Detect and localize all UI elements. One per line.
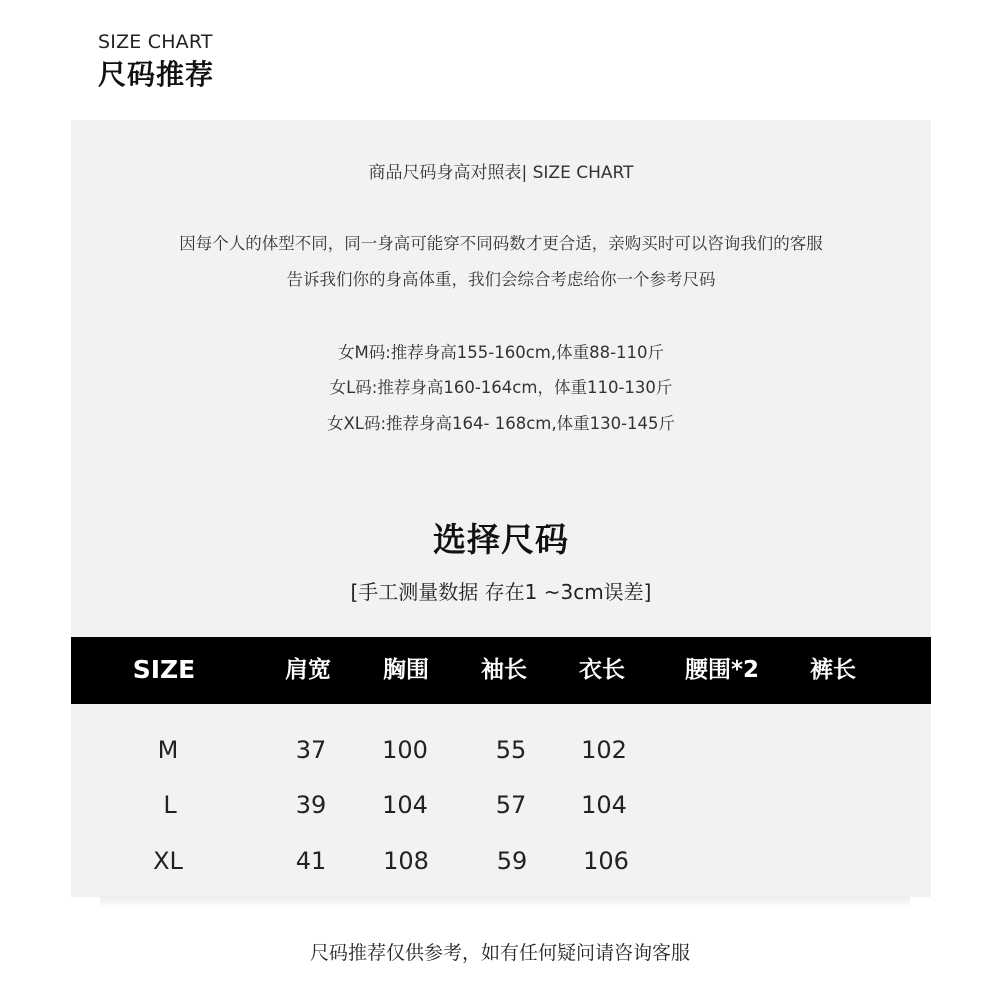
size-chart-title-en: SIZE CHART [98,31,213,53]
header-shoulder: 肩宽 [285,657,331,683]
header-chest: 胸围 [383,657,429,683]
recommendation-xl: 女XL码:推荐身高164- 168cm,体重130-145斤 [326,414,676,433]
cell-sleeve: 57 [495,791,527,819]
cell-chest: 100 [382,736,428,764]
cell-chest: 104 [382,791,428,819]
panel-shadow [100,896,910,908]
recommendation-m: 女M码:推荐身高155-160cm,体重88-110斤 [337,343,665,362]
intro-line-1: 因每个人的体型不同，同一身高可能穿不同码数才更合适，亲购买时可以咨询我们的客服 [179,234,823,253]
table-row [71,780,931,830]
footer-note: 尺码推荐仅供参考，如有任何疑问请咨询客服 [309,942,690,964]
header-length: 衣长 [579,657,625,683]
measurement-note: [手工测量数据 存在1 ~3cm误差] [350,580,652,604]
cell-size: L [163,791,177,819]
recommendation-l: 女L码:推荐身高160-164cm，体重110-130斤 [329,378,673,397]
cell-chest: 108 [383,847,429,875]
cell-sleeve: 55 [495,736,527,764]
size-table-header [71,637,931,704]
header-size: SIZE [132,655,196,684]
table-row [71,836,931,886]
size-chart-title-cn: 尺码推荐 [98,58,215,91]
intro-line-2: 告诉我们你的身高体重，我们会综合考虑给你一个参考尺码 [286,270,716,289]
panel-title: 商品尺码身高对照表| SIZE CHART [368,163,634,183]
cell-sleeve: 59 [496,847,528,875]
cell-length: 104 [581,791,627,819]
cell-length: 106 [583,847,629,875]
table-row [71,725,931,775]
header-waist: 腰围*2 [684,657,760,683]
select-size-heading: 选择尺码 [433,520,569,559]
cell-shoulder: 39 [295,791,327,819]
cell-size: M [157,736,179,764]
cell-shoulder: 37 [295,736,327,764]
cell-size: XL [153,847,183,875]
cell-shoulder: 41 [295,847,327,875]
header-pants-length: 裤长 [810,657,856,683]
cell-length: 102 [581,736,627,764]
header-sleeve: 袖长 [481,657,527,683]
